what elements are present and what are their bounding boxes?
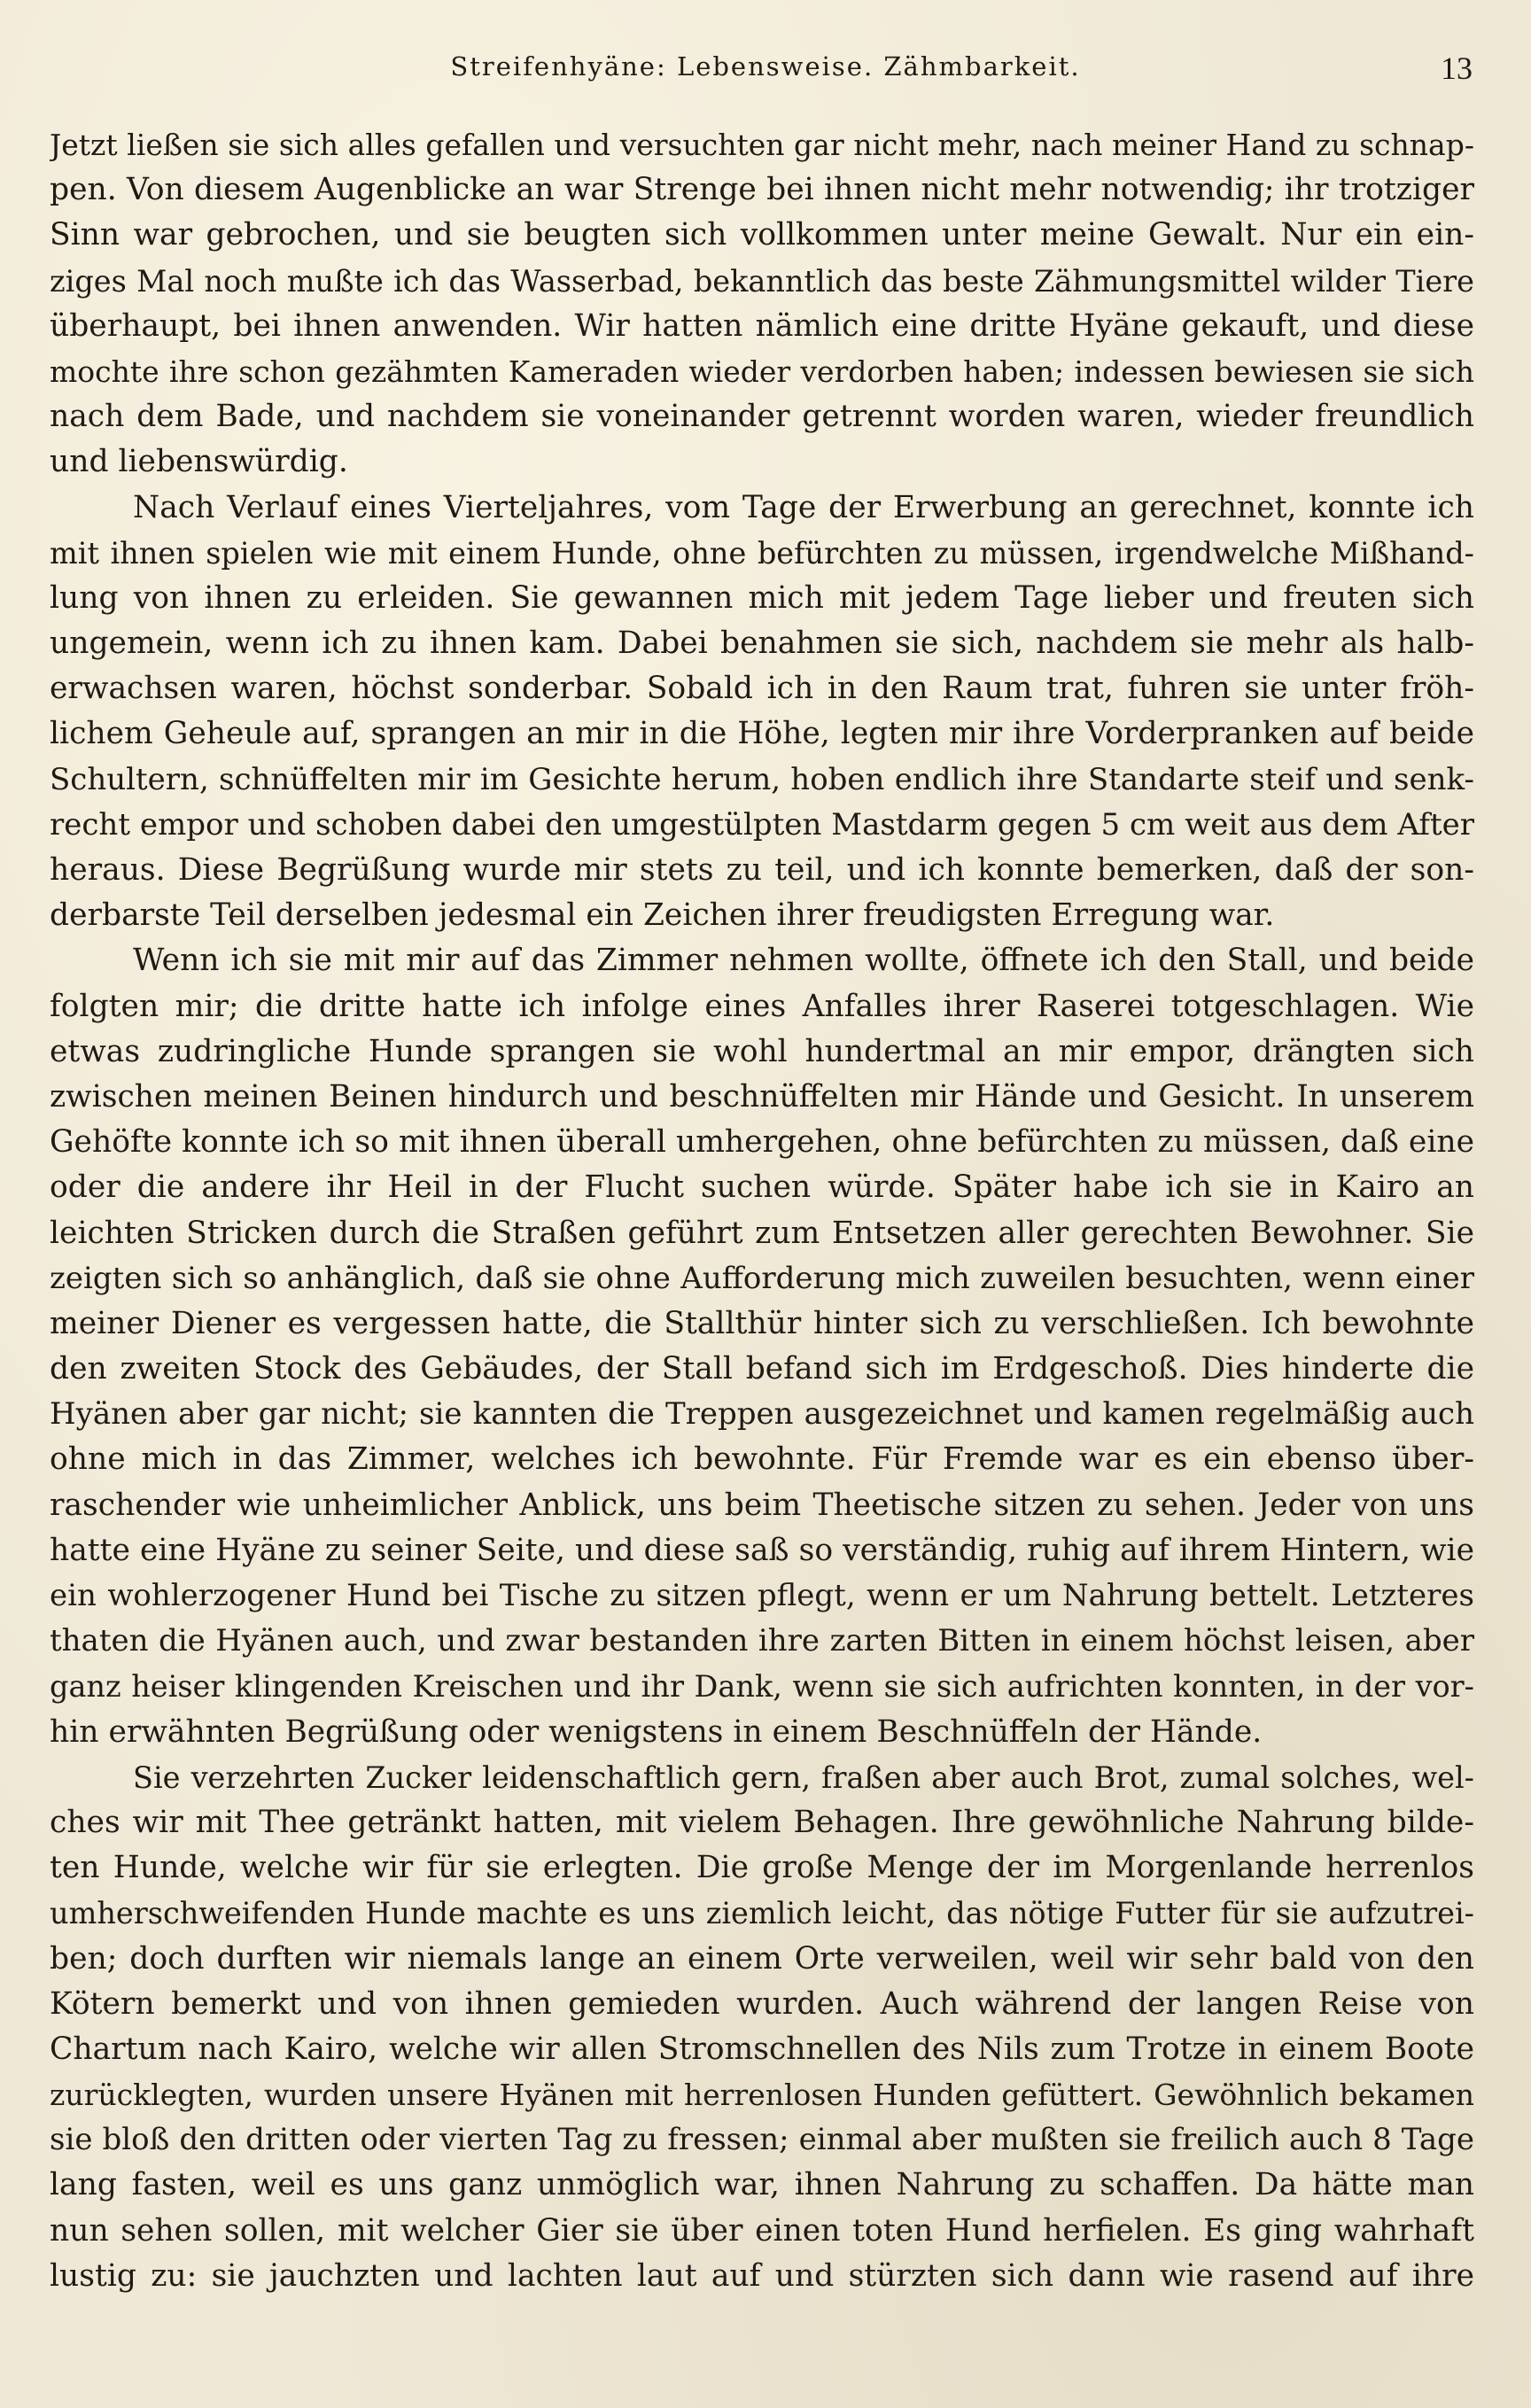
text-line: Jetzt ließen sie sich alles gefallen und versuchten gar nicht mehr, nach meiner Hand zu schnap-	[50, 128, 1474, 162]
text-line: und liebenswürdig.	[50, 444, 348, 480]
text-line: thaten die Hyänen auch, und zwar bestanden ihre zarten Bitten in einem höchst leisen, aber	[50, 1623, 1474, 1659]
running-head	[0, 43, 1531, 96]
text-line: oder die andere ihr Heil in der Flucht suchen würde. Später habe ich sie in Kairo an	[50, 1169, 1474, 1206]
text-line: nun sehen sollen, mit welcher Gier sie über einen toten Hund herfielen. Es ging wahrhaft	[50, 2212, 1474, 2249]
text-line: Schultern, schnüffelten mir im Gesichte herum, hoben endlich ihre Standarte steif und senk-	[50, 761, 1474, 797]
text-line: den zweiten Stock des Gebäudes, der Stall befand sich im Erdgeschoß. Dies hinderte die	[50, 1351, 1474, 1387]
text-line: ein wohlerzogener Hund bei Tische zu sitzen pflegt, wenn er um Nahrung bettelt. Letzteres	[50, 1578, 1474, 1613]
text-line: folgten mir; die dritte hatte ich infolge eines Anfalles ihrer Raserei totgeschlagen. Wie	[50, 988, 1474, 1024]
text-line: derbarste Teil derselben jedesmal ein Zeichen ihrer freudigsten Erregung war.	[50, 897, 1275, 934]
text-line: zwischen meinen Beinen hindurch und beschnüffelten mir Hände und Gesicht. In unserem	[50, 1078, 1474, 1115]
text-line: zeigten sich so anhänglich, daß sie ohne Aufforderung mich zuweilen besuchten, wenn einer	[50, 1260, 1474, 1296]
paragraph	[50, 122, 1474, 485]
text-line: ten Hunde, welche wir für sie erlegten. Die große Menge der im Morgenlande herrenlos	[50, 1850, 1474, 1886]
text-line: pen. Von diesem Augenblicke an war Strenge bei ihnen nicht mehr notwendig; ihr trotziger	[50, 172, 1474, 208]
text-line: mit ihnen spielen wie mit einem Hunde, ohne befürchten zu müssen, irgendwelche Mißhand-	[50, 535, 1474, 571]
text-line: Wenn ich sie mit mir auf das Zimmer nehmen wollte, öffnete ich den Stall, und beide	[133, 943, 1474, 979]
text-line: mochte ihre schon gezähmten Kameraden wieder verdorben haben; indessen bewiesen sie sich	[50, 353, 1474, 389]
page-number: 13	[1441, 50, 1473, 86]
text-line: ben; doch durften wir niemals lange an einem Orte verweilen, weil wir sehr bald von den	[50, 1940, 1474, 1977]
text-line: Sinn war gebrochen, und sie beugten sich vollkommen unter meine Gewalt. Nur ein ein-	[50, 217, 1474, 253]
text-line: Nach Verlauf eines Vierteljahres, vom Tage der Erwerbung an gerechnet, konnte ich	[133, 489, 1474, 525]
text-line: überhaupt, bei ihnen anwenden. Wir hatten nämlich eine dritte Hyäne gekauft, und diese	[50, 307, 1474, 344]
text-line: Kötern bemerkt und von ihnen gemieden wurden. Auch während der langen Reise von	[50, 1985, 1474, 2022]
paragraph	[50, 485, 1474, 939]
text-line: sie bloß den dritten oder vierten Tag zu fressen; einmal aber mußten sie freilich auch 8 Tage	[50, 2122, 1474, 2158]
text-line: ganz heiser klingenden Kreischen und ihr Dank, wenn sie sich aufrichten konnten, in der vor-	[50, 1669, 1474, 1705]
text-line: ohne mich in das Zimmer, welches ich bewohnte. Für Fremde war es ein ebenso über-	[50, 1441, 1474, 1478]
text-line: lang fasten, weil es uns ganz unmöglich war, ihnen Nahrung zu schaffen. Da hätte man	[50, 2167, 1474, 2203]
body-text	[50, 122, 1474, 2299]
text-line: lung von ihnen zu erleiden. Sie gewannen mich mit jedem Tage lieber und freuten sich	[50, 579, 1474, 616]
text-line: leichten Stricken durch die Straßen geführt zum Entsetzen aller gerechten Bewohner. Sie	[50, 1215, 1474, 1251]
text-line: etwas zudringliche Hunde sprangen sie wohl hundertmal an mir empor, drängten sich	[50, 1033, 1474, 1069]
text-line: Sie verzehrten Zucker leidenschaftlich gern, fraßen aber auch Brot, zumal solches, wel-	[133, 1759, 1474, 1795]
text-line: ches wir mit Thee getränkt hatten, mit vielem Behagen. Ihre gewöhnliche Nahrung bilde-	[50, 1804, 1474, 1840]
text-line: heraus. Diese Begrüßung wurde mir stets zu teil, und ich konnte bemerken, daß der son-	[50, 852, 1474, 888]
text-line: ziges Mal noch mußte ich das Wasserbad, bekanntlich das beste Zähmungsmittel wilder Tiere	[50, 263, 1474, 299]
text-line: erwachsen waren, höchst sonderbar. Sobald ich in den Raum trat, fuhren sie unter fröh-	[50, 671, 1474, 707]
text-line: lustig zu: sie jauchzten und lachten laut auf und stürzten sich dann wie rasend auf ihre	[50, 2257, 1474, 2294]
text-line: meiner Diener es vergessen hatte, die Stallthür hinter sich zu verschließen. Ich bewohnte	[50, 1305, 1474, 1341]
text-line: Hyänen aber gar nicht; sie kannten die Treppen ausgezeichnet und kamen regelmäßig auch	[50, 1396, 1474, 1433]
text-line: raschender wie unheimlicher Anblick, uns beim Theetische sitzen zu sehen. Jeder von uns	[50, 1487, 1474, 1523]
text-line: hin erwähnten Begrüßung oder wenigstens in einem Beschnüffeln der Hände.	[50, 1713, 1263, 1750]
text-line: hatte eine Hyäne zu seiner Seite, und diese saß so verständig, ruhig auf ihrem Hintern, wie	[50, 1532, 1474, 1568]
running-title: Streifenhyäne: Lebensweise. Zähmbarkeit.	[450, 51, 1081, 82]
text-line: Gehöfte konnte ich so mit ihnen überall umhergehen, ohne befürchten zu müssen, daß eine	[50, 1124, 1474, 1161]
text-line: recht empor und schoben dabei den umgestülpten Mastdarm gegen 5 cm weit aus dem After	[50, 806, 1474, 843]
text-line: nach dem Bade, und nachdem sie voneinander getrennt worden waren, wieder freundlich	[50, 399, 1474, 435]
paragraph	[50, 938, 1474, 1754]
paragraph	[50, 1755, 1474, 2299]
text-line: Chartum nach Kairo, welche wir allen Stromschnellen des Nils zum Trotze in einem Boote	[50, 2031, 1474, 2067]
text-line: umherschweifenden Hunde machte es uns ziemlich leicht, das nötige Futter für sie aufzutrei-	[50, 1896, 1474, 1931]
text-line: ungemein, wenn ich zu ihnen kam. Dabei benahmen sie sich, nachdem sie mehr als halb-	[50, 625, 1474, 662]
text-line: lichem Geheule auf, sprangen an mir in die Höhe, legten mir ihre Vorderpranken auf beide	[50, 716, 1474, 752]
text-line: zurücklegten, wurden unsere Hyänen mit herrenlosen Hunden gefüttert. Gewöhnlich bekamen	[50, 2078, 1474, 2113]
